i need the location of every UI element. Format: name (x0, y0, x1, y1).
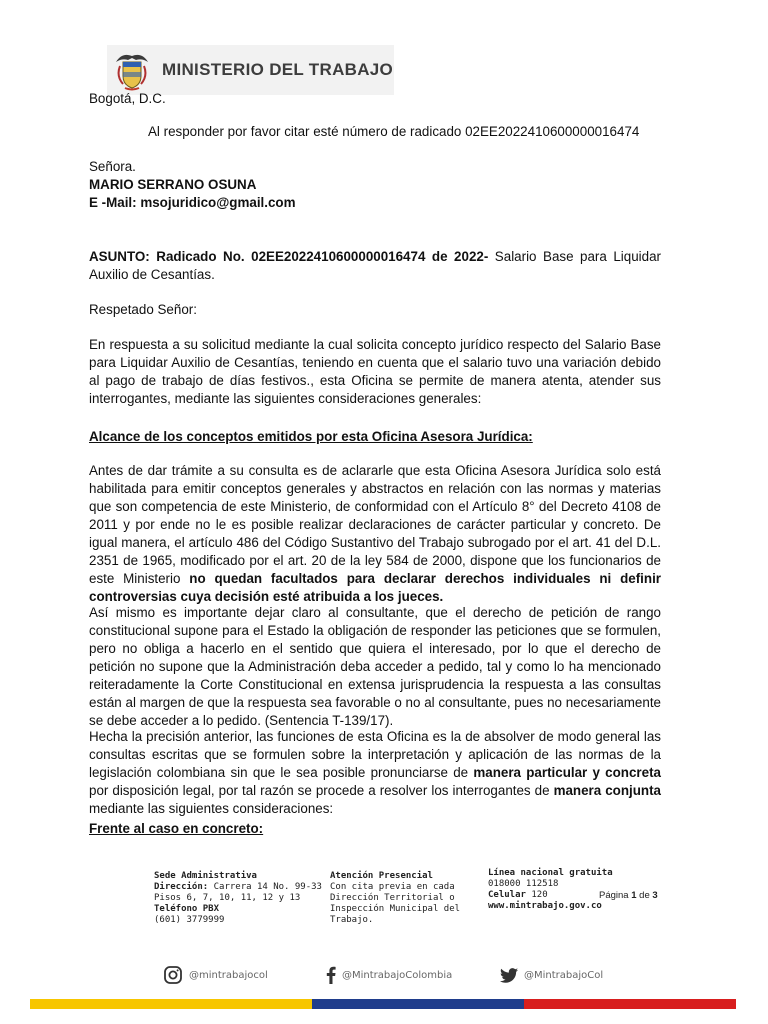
page-number (599, 890, 658, 901)
footer-sede (154, 871, 322, 926)
page-total: 3 (652, 890, 658, 901)
celular-value: 120 (525, 890, 548, 900)
recipient-email: E -Mail: msojuridico@gmail.com (89, 195, 296, 210)
coat-of-arms-icon (112, 50, 152, 92)
social-twitter[interactable] (500, 964, 603, 986)
functions-text-b: por disposición legal, por tal razón se procede a resolver los interrogantes de (89, 783, 554, 798)
facebook-handle: @MintrabajoColombia (342, 969, 453, 981)
footer-atencion (330, 871, 460, 926)
instagram-icon (163, 965, 183, 985)
twitter-handle: @MintrabajoCol (524, 969, 604, 981)
functions-text-c: mediante las siguientes consideraciones: (89, 801, 334, 816)
greeting: Respetado Señor: (89, 302, 197, 317)
reference-line: Al responder por favor citar esté número de radicado 02EE2022410600000016474 (148, 124, 640, 139)
phone-label: Teléfono PBX (154, 904, 220, 914)
scope-paragraph (89, 462, 661, 606)
flag-blue-stripe (312, 999, 524, 1009)
celular-line (488, 890, 613, 901)
sede-floors: Pisos 6, 7, 10, 11, 12 y 13 (154, 893, 301, 903)
page-of: de (636, 890, 653, 901)
social-instagram[interactable] (163, 964, 268, 986)
functions-bold-b: manera conjunta (553, 783, 662, 798)
flag-color-bar (30, 999, 736, 1009)
functions-paragraph (89, 728, 661, 818)
atencion-line: Con cita previa en cada (330, 882, 455, 892)
website-link[interactable]: www.mintrabajo.gov.co (488, 901, 602, 911)
facebook-icon (326, 966, 336, 984)
instagram-handle: @mintrabajocol (189, 969, 268, 981)
ministry-name: MINISTERIO DEL TRABAJO (162, 60, 394, 79)
footer-linea (488, 868, 613, 912)
salutation: Señora. (89, 159, 136, 174)
subject-label: ASUNTO: Radicado No. 02EE2022410600000016474 de 2022- (89, 249, 489, 264)
recipient-name: MARIO SERRANO OSUNA (89, 177, 257, 192)
flag-yellow-stripe (30, 999, 312, 1009)
section-heading-case: Frente al caso en concreto: (89, 821, 264, 836)
scope-text: Antes de dar trámite a su consulta es de aclararle que esta Oficina Asesora Jurídica solo está habilitada para emitir conceptos generales y abstractos en relación con las normas y materias que son competencia de este Ministerio, de conformidad con el Artículo 8° del Decreto 4108 de 2011 y por ende no le es posible realizar declaraciones de carácter particular y concreto. De igual manera, el artículo 486 del Código Sustantivo del Trabajo subrogado por el art. 41 del D.L. 2351 de 1965, modificado por el art. 20 de la ley 584 de 2000, dispone que los funcionarios de este Ministerio (89, 463, 661, 586)
linea-number: 018000 112518 (488, 879, 559, 889)
address-label: Dirección: (154, 882, 209, 892)
atencion-line: Trabajo. (330, 915, 374, 925)
subject-paragraph (89, 248, 661, 284)
address-value: Carrera 14 No. 99-33 (208, 882, 322, 892)
subject-text: Salario Base para Liquidar Auxilio de Cesantías. (89, 249, 662, 282)
sede-title: Sede Administrativa (154, 871, 257, 881)
page-current: 1 (631, 890, 637, 901)
page-prefix: Página (599, 890, 632, 901)
petition-paragraph: Así mismo es importante dejar claro al consultante, que el derecho de petición de rango constitucional supone para el Estado la obligación de responder las peticiones que se formulen, pero no obliga a hacerlo en el sentido que quiera el interesado, por lo que el derecho de petición no supone que la Administración deba acceder a pedido, tal y como lo ha mencionado reiteradamente la Corte Constitucional en extensa jurisprudencia la respuesta a las consultas están al margen de que la respuesta sea favorable o no al consultante, pues no necesariamente se debe acceder a lo pedido. (Sentencia T-139/17). (89, 605, 661, 728)
city-line: Bogotá, D.C. (89, 91, 166, 106)
functions-text-a: Hecha la precisión anterior, las funciones de esta Oficina es la de absolver de modo general las consultas escritas que se formulen sobre la interpretación y aplicación de las normas de la legislación colombiana sin que le sea posible pronunciarse de (89, 729, 661, 780)
intro-paragraph: En respuesta a su solicitud mediante la cual solicita concepto jurídico respecto del Salario Base para Liquidar Auxilio de Cesantías, teniendo en cuenta que el salario tuvo una variación debido al pago de trabajo de días festivos., esta Oficina se permite de manera atenta, atender sus interrogantes, mediante las siguientes consideraciones generales: (89, 337, 661, 406)
atencion-line: Dirección Territorial o (330, 893, 455, 903)
flag-red-stripe (524, 999, 736, 1009)
celular-label: Celular (488, 890, 526, 900)
social-facebook[interactable] (326, 964, 452, 986)
functions-bold-a: manera particular y concreta (473, 765, 661, 780)
sede-address (154, 882, 322, 893)
scope-bold-text: no quedan facultados para declarar derechos individuales ni definir controversias cuya decisión esté atribuida a los jueces. (89, 571, 662, 604)
twitter-icon (500, 968, 518, 983)
section-heading-scope: Alcance de los conceptos emitidos por esta Oficina Asesora Jurídica: (89, 429, 533, 444)
linea-title: Línea nacional gratuita (488, 868, 613, 878)
atencion-line: Inspección Municipal del (330, 904, 461, 914)
phone-value: (601) 3779999 (154, 915, 225, 925)
atencion-title: Atención Presencial (330, 871, 433, 881)
